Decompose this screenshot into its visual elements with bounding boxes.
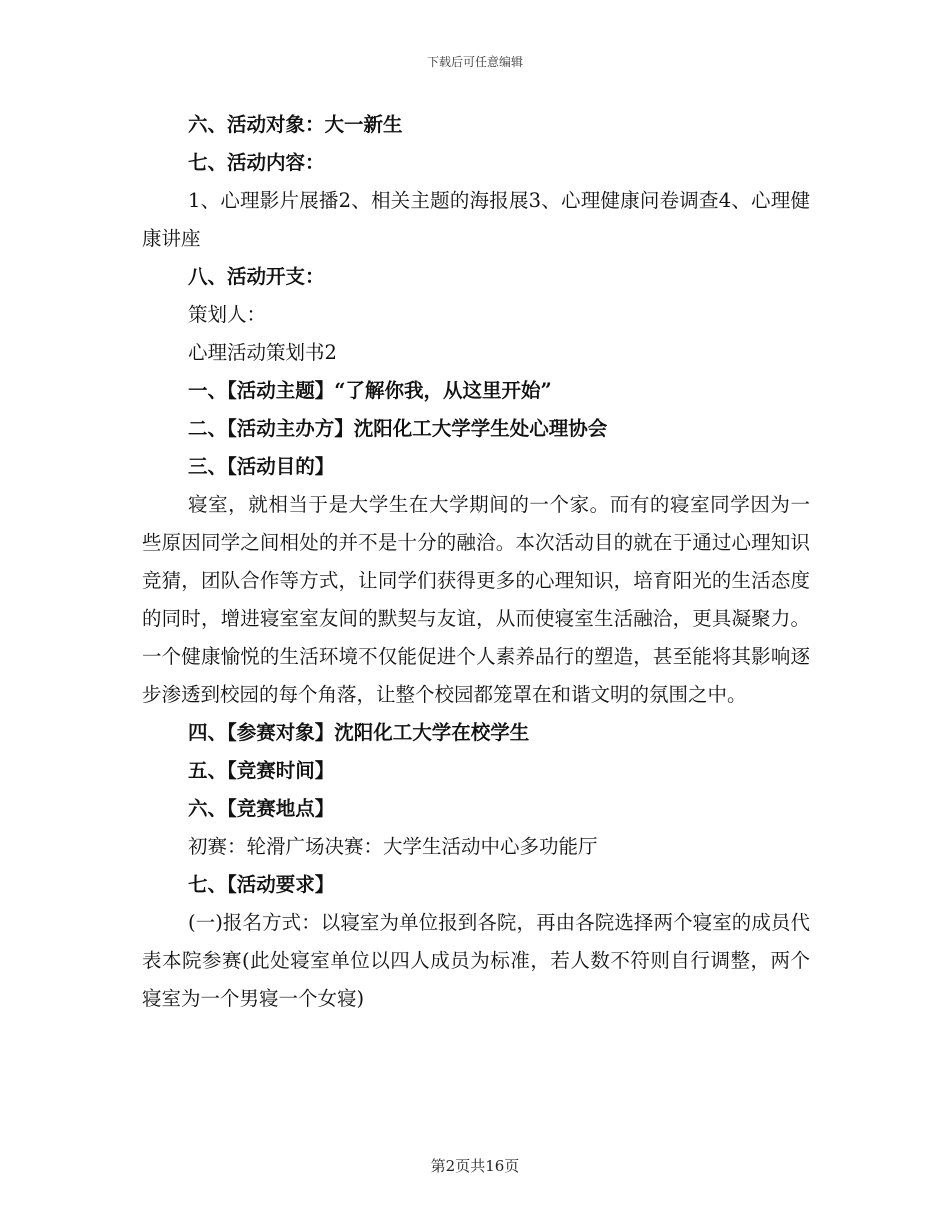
section-heading-competition-time: 五、【竞赛时间】 bbox=[188, 759, 335, 782]
section-heading-activity-expense: 八、活动开支： bbox=[188, 265, 325, 288]
venue-details: 初赛：轮滑广场决赛：大学生活动中心多功能厅 bbox=[188, 835, 598, 858]
document-subtitle: 心理活动策划书2 bbox=[188, 341, 337, 364]
section-heading-participants: 四、【参赛对象】沈阳化工大学在校学生 bbox=[188, 721, 530, 744]
section-heading-activity-content: 七、活动内容： bbox=[188, 151, 325, 174]
planner-label: 策划人： bbox=[188, 303, 267, 326]
section-heading-activity-target: 六、活动对象：大一新生 bbox=[188, 113, 403, 136]
section-heading-organizer: 二、【活动主办方】沈阳化工大学学生处心理协会 bbox=[188, 417, 608, 440]
section-heading-competition-venue: 六、【竞赛地点】 bbox=[188, 797, 335, 820]
section-heading-requirements: 七、【活动要求】 bbox=[188, 873, 335, 896]
page-number-footer: 第2页共16页 bbox=[430, 1157, 520, 1175]
purpose-paragraph: 寝室，就相当于是大学生在大学期间的一个家。而有的寝室同学因为一些原因同学之间相处的并不是十分的融洽。本次活动目的就在于通过心理知识竞猜，团队合作等方式，让同学们获得更多的心理知识，培育阳光的生活态度的同时，增进寝室室友间的默契与友谊，从而使寝室生活融洽，更具凝聚力。一个健康愉悦的生活环境不仅能促进个人素养品行的塑造，甚至能将其影响逐步渗透到校园的每个角落，让整个校园都笼罩在和谐文明的氛围之中。 bbox=[142, 493, 810, 706]
page-header-note: 下载后可任意编辑 bbox=[426, 55, 523, 69]
activity-content-list: 1、心理影片展播2、相关主题的海报展3、心理健康问卷调查4、心理健康讲座 bbox=[142, 189, 810, 250]
registration-paragraph: (一)报名方式：以寝室为单位报到各院，再由各院选择两个寝室的成员代表本院参赛(此处寝室单位以四人成员为标准，若人数不符则自行调整，两个寝室为一个男寝一个女寝) bbox=[142, 911, 810, 1010]
document-body bbox=[142, 106, 810, 1018]
section-heading-theme: 一、【活动主题】“了解你我，从这里开始” bbox=[188, 379, 552, 402]
section-heading-purpose: 三、【活动目的】 bbox=[188, 455, 335, 478]
